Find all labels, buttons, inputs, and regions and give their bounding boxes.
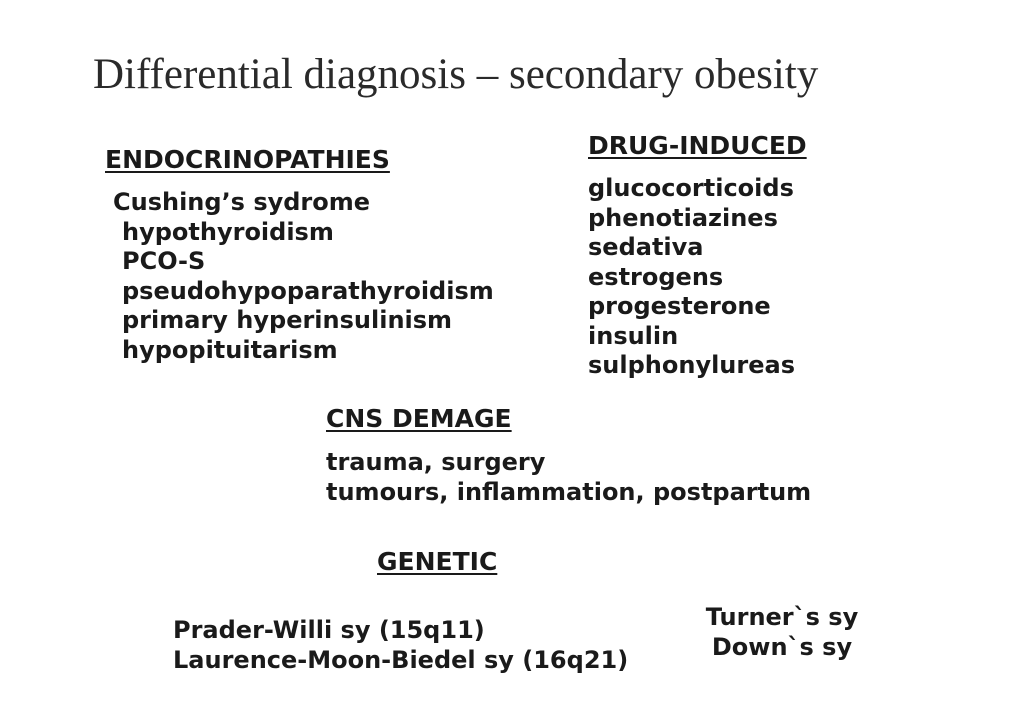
list-item: Cushing’s sydrome [113,188,371,216]
cns-damage-heading: CNS DEMAGE [326,404,512,433]
genetic-heading: GENETIC [377,547,498,576]
list-item: hypothyroidism [122,217,334,246]
genetic-syndromes-left-list [173,616,628,675]
cns-damage-list [326,448,811,507]
list-item: Turner`s sy [705,603,859,631]
list-item: sulphonylureas [588,351,795,379]
slide-title: Differential diagnosis – secondary obesity [93,51,819,98]
list-item: glucocorticoids [588,174,794,202]
endocrinopathies-heading: ENDOCRINOPATHIES [105,145,390,174]
list-item: hypopituitarism [122,335,338,364]
drug-induced-heading: DRUG-INDUCED [588,131,807,160]
list-item: pseudohypoparathyroidism [122,276,494,305]
list-item: estrogens [588,262,724,291]
list-item: Laurence-Moon-Biedel sy (16q21) [173,645,629,674]
genetic-syndromes-right-list [690,603,874,662]
list-item: PCO-S [122,247,206,275]
list-item: phenotiazines [588,203,778,232]
list-item: Prader-Willi sy (15q11) [173,616,485,644]
list-item: Down`s sy [711,632,853,661]
list-item: insulin [588,321,679,350]
list-item: trauma, surgery [326,448,546,476]
list-item: tumours, inflammation, postpartum [326,477,812,506]
list-item: primary hyperinsulinism [122,306,453,334]
list-item: progesterone [588,292,771,320]
endocrinopathies-list [113,188,494,365]
drug-induced-list [588,174,795,381]
list-item: sedativa [588,233,704,261]
